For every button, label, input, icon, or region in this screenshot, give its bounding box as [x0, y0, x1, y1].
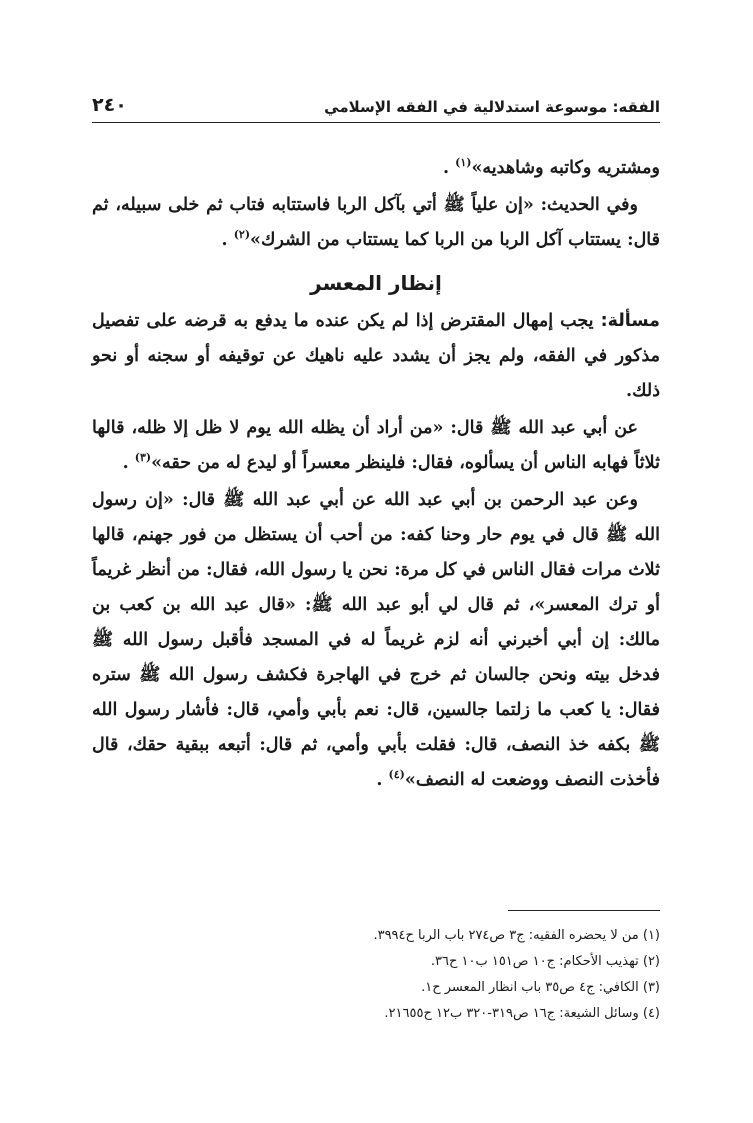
- footnote-ref-4[interactable]: (٤): [388, 768, 405, 782]
- paragraph-1-end: .: [442, 158, 456, 178]
- paragraph-2-text: وفي الحديث: «إن علياً ﷺ أتي بآكل الربا فاستتابه فتاب ثم خلى سبيله، ثم قال: يستتاب آكل الربا من الربا كما يستتاب من الشرك»: [92, 195, 660, 250]
- footnote-2: (٢) تهذيب الأحكام: ج١٠ ص١٥١ ب١٠ ح٣٦.: [430, 954, 660, 969]
- header-title: الفقه: موسوعة استدلالية في الفقه الإسلامي: [324, 98, 660, 116]
- paragraph-4-end: .: [376, 770, 389, 790]
- page-number: ٢٤٠: [92, 94, 127, 116]
- paragraph-1-text: ومشتريه وكاتبه وشاهديه»: [471, 158, 660, 178]
- footnote-ref-3[interactable]: (٣): [134, 451, 152, 465]
- section-title: إنظار المعسر: [310, 271, 442, 295]
- paragraph-2-end: .: [221, 230, 234, 250]
- footnote-ref-1[interactable]: (١): [455, 156, 472, 170]
- main-text: [92, 151, 660, 798]
- paragraph-3-end: .: [122, 453, 135, 473]
- paragraph-2: [92, 188, 660, 258]
- footnote-separator: [508, 910, 660, 911]
- footnote-4: (٤) وسائل الشيعة: ج١٦ ص٣١٩-٣٢٠ ب١٢ ح٢١٦٥٥.: [384, 1006, 660, 1021]
- footnotes: [92, 910, 660, 1027]
- book-page: [92, 92, 660, 1052]
- paragraph-3: [92, 411, 660, 481]
- footnote-3: (٣) الكافي: ج٤ ص٣٥ باب انظار المعسر ح١.: [421, 980, 660, 995]
- masala-paragraph: [92, 304, 660, 409]
- paragraph-4-text: وعن عبد الرحمن بن أبي عبد الله عن أبي عبد الله ﷺ قال: «إن رسول الله ﷺ قال في يوم حار وحنا كفه: من أحب أن يستظل من فور جهنم، قالها ثلاث مرات فقال الناس في كل مرة: نحن يا رسول الله، فقال: من أنظر غريماً أو ترك المعسر»، ثم قال لي أبو عبد الله ﷺ: «قال عبد الله بن كعب بن مالك: إن أبي أخبرني أنه لزم غريماً له في المسجد فأقبل رسول الله ﷺ فدخل بيته ونحن جالسان ثم خرج في الهاجرة فكشف رسول الله ﷺ ستره فقال: يا كعب ما زلتما جالسين، قال: نعم بأبي وأمي، قال: فأشار رسول الله ﷺ بكفه خذ النصف، قال: فقلت بأبي وأمي، ثم قال: أتبعه ببقية حقك، قال فأخذت النصف ووضعت له النصف»: [92, 490, 660, 790]
- paragraph-3-text: عن أبي عبد الله ﷺ قال: «من أراد أن يظله الله يوم لا ظل إلا ظله، قالها ثلاثاً فهابه الناس أن يسألوه، فقال: فلينظر معسراً أو ليدع له من حقه»: [92, 418, 660, 473]
- masala-text: يجب إمهال المقترض إذا لم يكن عنده ما يدفع به قرضه على تفصيل مذكور في الفقه، ولم يجز أن يشدد عليه ناهيك عن توقيفه أو سجنه أو نحو ذلك.: [92, 311, 660, 401]
- masala-label: مسألة:: [600, 311, 660, 331]
- running-header: [92, 92, 660, 123]
- footnote-1: (١) من لا يحضره الفقيه: ج٣ ص٢٧٤ باب الربا ح٣٩٩٤.: [373, 928, 660, 943]
- paragraph-4: [92, 483, 660, 798]
- footnote-ref-2[interactable]: (٢): [233, 228, 251, 242]
- paragraph-1: [92, 151, 660, 186]
